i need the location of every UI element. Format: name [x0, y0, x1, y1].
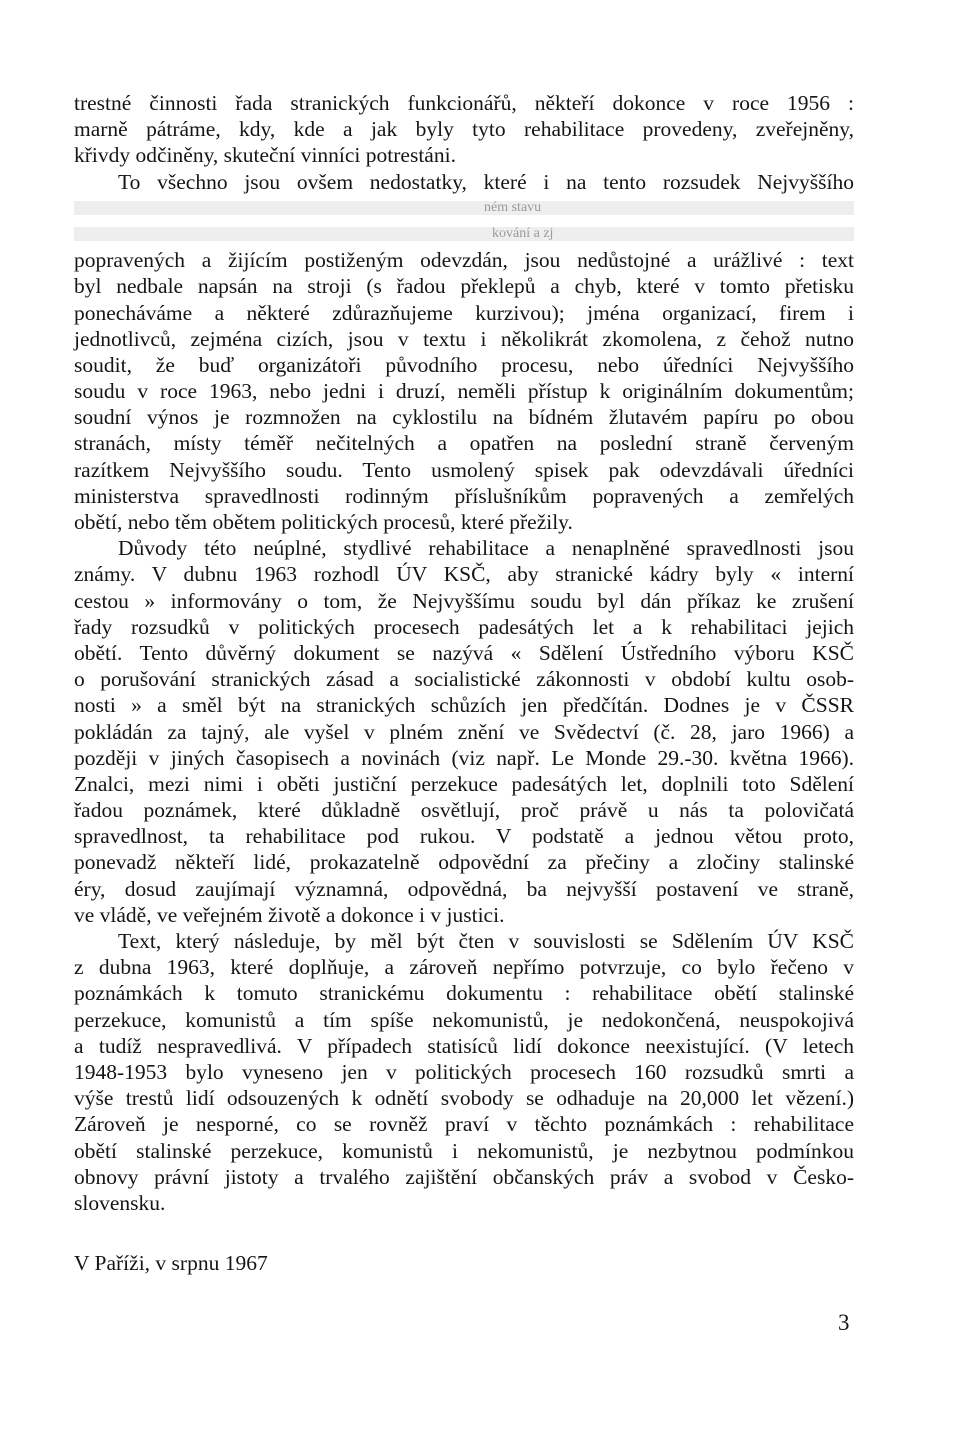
text-line: řady rozsudků v politických procesech padesátých let a k rehabilitaci jejich — [74, 614, 854, 639]
place-and-date: V Paříži, v srpnu 1967 — [74, 1251, 268, 1275]
text-line: ministerstva spravedlnosti rodinným příslušníkům popravených a zemřelých — [74, 483, 854, 508]
text-line: trestné činnosti řada stranických funkcionářů, někteří dokonce v roce 1956 : — [74, 91, 854, 115]
text-line: ve vládě, ve veřejném životě a dokonce i v justici. — [74, 902, 505, 927]
text-line: nosti » a směl být na stranických schůzích jen předčítán. Dodnes je v ČSSR — [74, 693, 854, 718]
text-line: perzekuce, komunistů a tím spíše nekomunistů, je nedokončená, neuspokojivá — [74, 1007, 854, 1032]
text-line: výše trestů lidí odsouzených k odnětí svobody se odhaduje na 20,000 let vězení.) — [74, 1086, 854, 1111]
text-line: 1948-1953 bylo vyneseno jen v politických procesech 160 rozsudků smrti a — [74, 1059, 854, 1084]
text-line: o porušování stranických zásad a socialistické zákonnosti v období kultu osob- — [74, 667, 854, 692]
text-line: Zároveň je nesporné, co se rovněž praví v těchto poznámkách : rehabilitace — [74, 1112, 854, 1137]
text-line: éry, dosud zaujímají významná, odpovědná, ba nejvyšší postavení ve straně, — [74, 876, 854, 901]
text-line: slovensku. — [74, 1190, 166, 1215]
text-line: obnovy právní jistoty a trvalého zajištění občanských práv a svobod v Česko- — [74, 1164, 854, 1189]
text-line: křivdy odčiněny, skuteční vinníci potrestáni. — [74, 143, 456, 168]
text-line: To všechno jsou ovšem nedostatky, které i na tento rozsudek Nejvyššího — [118, 169, 854, 194]
text-line: Znalci, mezi nimi i oběti justiční perzekuce padesátých let, doplnili toto Sdělení — [74, 771, 854, 796]
page-number: 3 — [838, 1310, 850, 1335]
text-line: marně pátráme, kdy, kde a jak byly tyto rehabilitace provedeny, zveřejněny, — [74, 117, 854, 142]
blurred-line — [74, 195, 854, 221]
blurred-line — [74, 221, 854, 247]
text-line: známy. V dubnu 1963 rozhodl ÚV KSČ, aby stranické kádry byly « interní — [74, 562, 854, 587]
faint-text: kování a zj — [492, 225, 554, 241]
text-line: obětí. Tento důvěrný dokument se nazývá « Sdělení Ústředního výboru KSČ — [74, 640, 854, 665]
text-line: obětí stalinské perzekuce, komunistů i nekomunistů, je nezbytnou podmínkou — [74, 1138, 854, 1163]
text-line: Důvody této neúplné, stydlivé rehabilitace a nenaplněné spravedlnosti jsou — [118, 536, 854, 561]
text-line: jednotlivců, zejména cizích, jsou v textu i několikrát zkomolena, z čehož nutno — [74, 326, 854, 351]
text-line: z dubna 1963, které doplňuje, a zároveň nepřímo potvrzuje, co bylo řečeno v — [74, 955, 854, 980]
text-line: a tudíž nespravedlivá. V případech statisíců lidí dokonce neexistující. (V letech — [74, 1033, 854, 1058]
text-line: Text, který následuje, by měl být čten v souvislosti se Sdělením ÚV KSČ — [118, 929, 854, 953]
text-line: pokládán za tajný, ale vyšel v plném znění ve Svědectví (č. 28, jaro 1966) a — [74, 719, 854, 744]
text-line: razítkem Nejvyššího soudu. Tento usmolený spisek pak odevzdávali úředníci — [74, 457, 854, 482]
text-line: ponecháváme a některé zdůrazňujeme kurzivou); jména organizací, firem i — [74, 300, 854, 325]
text-line: řadou poznámek, které důkladně osvětlují, proč právě u nás ta polovičatá — [74, 798, 854, 823]
faint-text: ném stavu — [484, 199, 542, 215]
body-text — [74, 90, 854, 1216]
text-line: spravedlnost, ta rehabilitace pod rukou. V podstatě a jednou větou proto, — [74, 824, 854, 849]
text-line: soudu v roce 1963, nebo jedni i druzí, neměli přístup k originálním dokumentům; — [74, 379, 854, 404]
text-line: byl nedbale napsán na stroji (s řadou překlepů a chyb, které v tomto přetisku — [74, 274, 854, 299]
text-line: cestou » informovány o tom, že Nejvyššímu soudu byl dán příkaz ke zrušení — [74, 588, 854, 613]
text-line: poznámkách k tomuto stranickému dokumentu : rehabilitace obětí stalinské — [74, 981, 854, 1006]
text-line: soudní výnos je rozmnožen na cyklostilu na bídném žlutavém papíru po obou — [74, 405, 854, 430]
text-line: stranách, místy téměř nečitelných a opatřen na poslední straně červeným — [74, 431, 854, 456]
text-line: soudit, že buď organizátoři původního procesu, nebo úředníci Nejvyššího — [74, 352, 854, 377]
text-line: ponevadž někteří lidé, prokazatelně odpovědní za přečiny a zločiny stalinské — [74, 850, 854, 875]
text-line: později v jiných časopisech a novinách (viz např. Le Monde 29.-30. května 1966). — [74, 745, 854, 770]
text-line: obětí, nebo těm obětem politických procesů, které přežily. — [74, 510, 573, 534]
text-line: popravených a žijícím postiženým odevzdán, jsou nedůstojné a urážlivé : text — [74, 248, 854, 273]
